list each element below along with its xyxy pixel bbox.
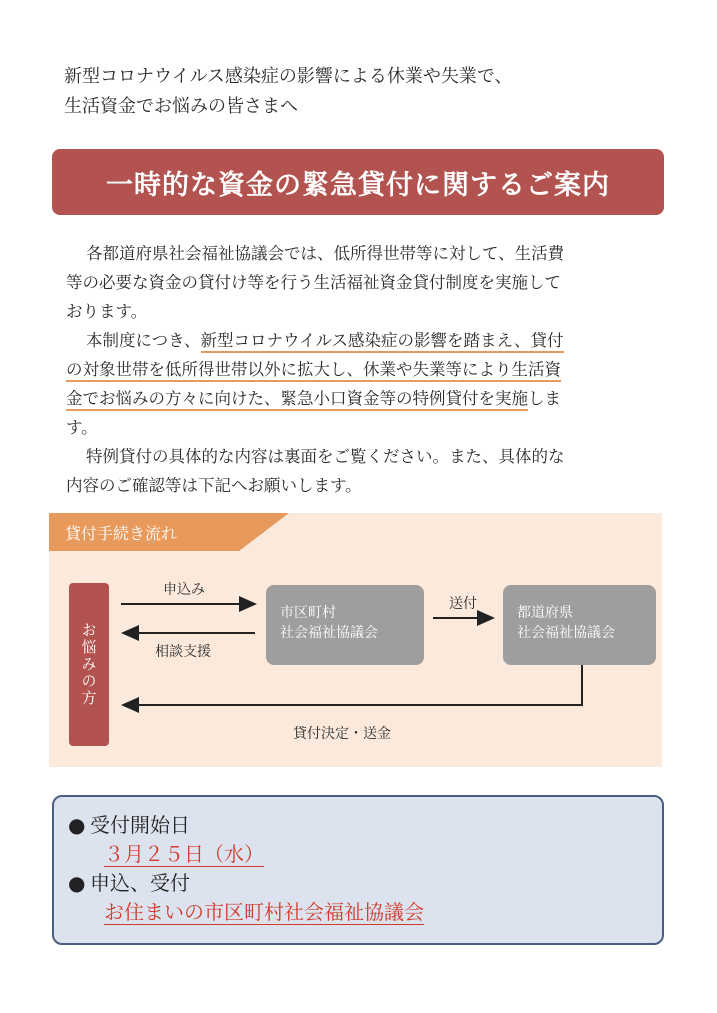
paragraph-2-line-4: す。 <box>66 418 98 437</box>
paragraph-1-line-3: おります。 <box>66 302 148 321</box>
apply-label: 申込み <box>163 582 205 598</box>
prefectural-council-line-2: 社会福祉協議会 <box>517 625 615 641</box>
municipal-council-line-1: 市区町村 <box>280 605 336 621</box>
page-title: 一時的な資金の緊急貸付に関するご案内 <box>106 169 610 201</box>
highlighted-text: 新型コロナウイルス感染症の影響を踏まえ、貸付 <box>201 331 564 353</box>
consult-label: 相談支援 <box>155 644 211 660</box>
start-date-label: 受付開始日 <box>90 813 190 837</box>
intro-line-2: 生活資金でお悩みの皆さまへ <box>64 96 298 117</box>
paragraph-3-line-2: 内容のご確認等は下記へお願いします。 <box>66 476 362 495</box>
highlighted-text: 金でお悩みの方々に向けた、緊急小口資金等の特例貸付を実施 <box>66 389 528 411</box>
decision-label: 貸付決定・送金 <box>293 726 391 742</box>
title-banner <box>52 149 664 215</box>
prefectural-council-box <box>503 585 656 665</box>
application-value: お住まいの市区町村社会福祉協議会 <box>104 900 424 924</box>
paragraph-2-line-3 <box>66 384 650 413</box>
bullet-icon: ● <box>68 871 86 895</box>
paragraph-1-line-2: 等の必要な資金の貸付け等を行う生活福祉資金貸付制度を実施して <box>66 273 561 292</box>
paragraph-2-tail: しま <box>528 389 561 408</box>
paragraph-2-line-1 <box>66 326 650 355</box>
municipal-council-line-2: 社会福祉協議会 <box>280 625 378 641</box>
loan-flow-diagram <box>49 513 662 767</box>
start-date-value: ３月２５日（水） <box>104 842 264 866</box>
application-heading <box>68 869 662 897</box>
highlighted-text: の対象世帯を低所得世帯以外に拡大し、休業や失業等により生活資 <box>66 360 561 382</box>
paragraph-1-line-1: 各都道府県社会福祉協議会では、低所得世帯等に対して、生活費 <box>86 244 565 263</box>
paragraph-3-line-1: 特例貸付の具体的な内容は裏面をご覧ください。また、具体的な <box>86 447 565 466</box>
applicant-label: お悩みの方 <box>79 622 98 707</box>
decision-arrow <box>123 665 582 705</box>
send-label: 送付 <box>449 596 477 612</box>
body-text <box>66 239 650 500</box>
paragraph-2-lead: 本制度につき、 <box>86 331 201 350</box>
municipal-council-box <box>266 585 424 665</box>
prefectural-council-line-1: 都道府県 <box>517 605 573 621</box>
bullet-icon: ● <box>68 813 86 837</box>
intro-text <box>64 62 513 122</box>
intro-line-1: 新型コロナウイルス感染症の影響による休業や失業で、 <box>64 66 513 87</box>
application-label: 申込、受付 <box>90 871 190 895</box>
flow-tab-label: 貸付手続き流れ <box>65 524 178 543</box>
start-date-heading <box>68 811 662 839</box>
info-box <box>52 795 664 945</box>
paragraph-2-line-2 <box>66 355 650 384</box>
applicant-box <box>69 583 109 746</box>
